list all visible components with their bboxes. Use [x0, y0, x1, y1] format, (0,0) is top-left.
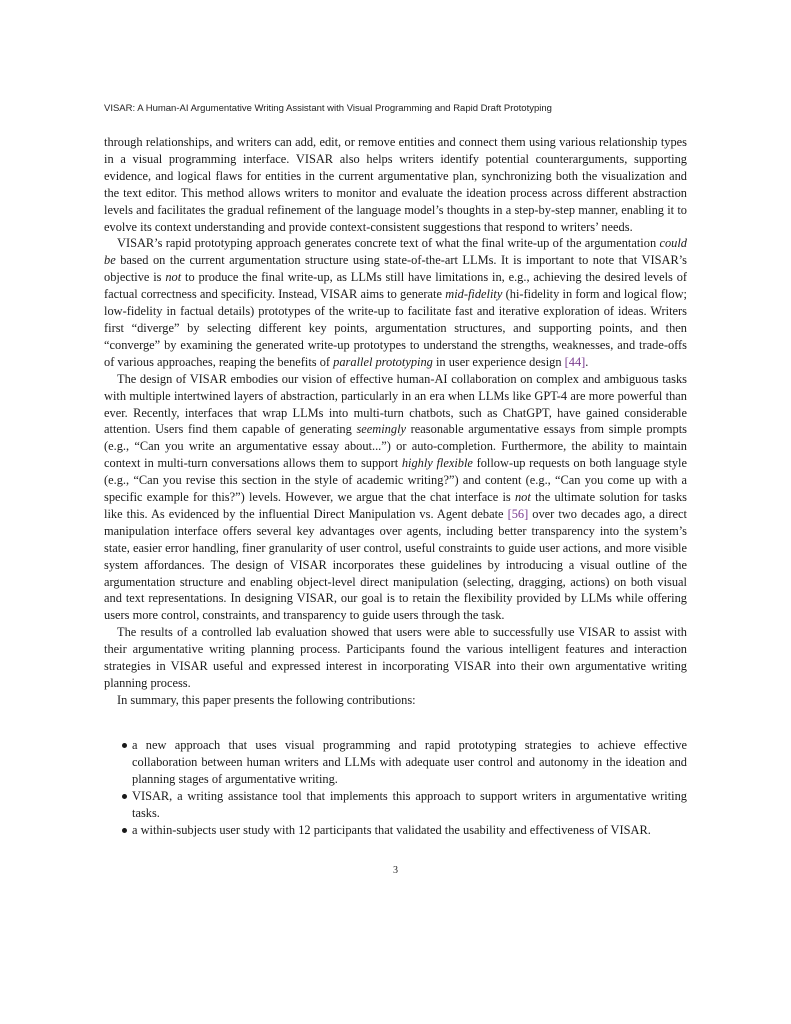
text-run: in user experience design	[432, 354, 565, 369]
running-head: VISAR: A Human-AI Argumentative Writing Assistant with Visual Programming and Rapid Draft Prototyping	[104, 103, 552, 114]
list-item	[104, 788, 687, 822]
text-run: the ultimate solution for tasks like this. As evidenced by the influential Direct Manipulation vs. Agent debate	[104, 490, 687, 521]
text-run: based on the current argumentation structure using state-of-the-art LLMs. It is important to note that VISAR’s objective is	[104, 253, 687, 285]
emphasis: not	[165, 270, 182, 285]
emphasis: parallel prototyping	[333, 354, 433, 369]
body-text	[104, 134, 687, 709]
text-run: The design of VISAR embodies our vision of effective human-AI collaboration on complex and ambiguous tasks with multiple intertwined layers of abstraction, particularly in an era when LLMs like GPT-4 are more powerful than ever. Recently, interfaces that wrap LLMs into multi-turn chatbots, such as ChatGPT, have gained considerable attention. Users find them capable of generating	[104, 371, 687, 437]
paragraph-3	[104, 371, 687, 625]
bullet-icon	[122, 794, 127, 799]
emphasis: mid-fidelity	[445, 287, 503, 302]
list-item-text: a new approach that uses visual programming and rapid prototyping strategies to achieve effective collaboration between human writers and LLMs with adequate user control and autonomy in the ideation and planning stages of argumentative writing.	[132, 738, 687, 786]
text-run: over two decades ago, a direct manipulation interface offers several key advantages over agents, including better transparency into the system’s state, easier error handling, finer granularity of user control, useful constraints to guide user actions, and more visible system affordances. The design of VISAR incorporates these guidelines by introducing a visual outline of the argumentation structure and enabling object-level direct manipulation (selecting, dragging, actions) on both visual and text representations. In designing VISAR, our goal is to retain the flexibility provided by LLMs while offering users more control, constraints, and transparency to guide users through the task.	[104, 506, 687, 623]
text-run: .	[585, 354, 589, 369]
text-run: (hi-fidelity in form and logical flow; low-fidelity in factual details) prototypes of the write-up to facilitate fast and iterative exploration of ideas. Writers first “diverge” by selecting different key points, argumentation structures, and supporting points, and then “converge” by examining the generated write-up prototypes to understand the strengths, weaknesses, and trade-offs of various approaches, reaping the benefits of	[104, 287, 687, 369]
page-number: 3	[393, 865, 398, 876]
paragraph-1: through relationships, and writers can add, edit, or remove entities and connect them using various relationship types in a visual programming interface. VISAR also helps writers identify potential counterarguments, supporting evidence, and logical flaws for entities in the current argumentative plan, synchronizing both the visualization and the text editor. This method allows writers to monitor and evaluate the ideation process across different abstraction levels and facilitates the gradual refinement of the language model’s thoughts in a step-by-step manner, enabling it to evolve its context understanding and provide context-consistent suggestions that respond to writers’ needs.	[104, 135, 687, 234]
paragraph-5: In summary, this paper presents the following contributions:	[117, 692, 416, 707]
paragraph-2	[104, 235, 687, 370]
list-item	[104, 737, 687, 788]
citation-link[interactable]: [56]	[507, 506, 529, 521]
bullet-icon	[122, 828, 127, 833]
list-item-text: VISAR, a writing assistance tool that implements this approach to support writers in argumentative writing tasks.	[132, 788, 687, 820]
text-run: follow-up requests on both language style (e.g., “Can you revise this section in the style of academic writing?”) and content (e.g., “Can you come up with a specific example for this?”) levels. However, we argue that the chat interface is	[104, 456, 687, 505]
citation-link[interactable]: [44]	[564, 354, 586, 369]
bullet-icon	[122, 743, 127, 748]
text-run: reasonable argumentative essays from simple prompts (e.g., “Can you write an argumentative essay about...”) or auto-completion. Furthermore, the ability to maintain context in multi-turn conversations allows them to support	[104, 422, 687, 471]
paragraph-4: The results of a controlled lab evaluation showed that users were able to successfully use VISAR to assist with their argumentative writing planning process. Participants found the various intelligent features and interaction strategies in VISAR useful and expressed interest in incorporating VISAR into their own argumentative writing planning process.	[104, 625, 687, 690]
emphasis: not	[514, 490, 531, 505]
text-run: VISAR’s rapid prototyping approach generates concrete text of what the final write-up of the argumentation	[117, 236, 660, 251]
contributions-list	[104, 737, 687, 838]
emphasis: could be	[104, 236, 687, 268]
list-item-text: a within-subjects user study with 12 participants that validated the usability and effectiveness of VISAR.	[132, 822, 651, 837]
list-item	[104, 822, 687, 839]
emphasis: seemingly	[356, 422, 407, 437]
text-run: to produce the final write-up, as LLMs still have limitations in, e.g., achieving the desired levels of factual correctness and specificity. Instead, VISAR aims to generate	[104, 270, 688, 302]
emphasis: highly flexible	[401, 456, 473, 471]
